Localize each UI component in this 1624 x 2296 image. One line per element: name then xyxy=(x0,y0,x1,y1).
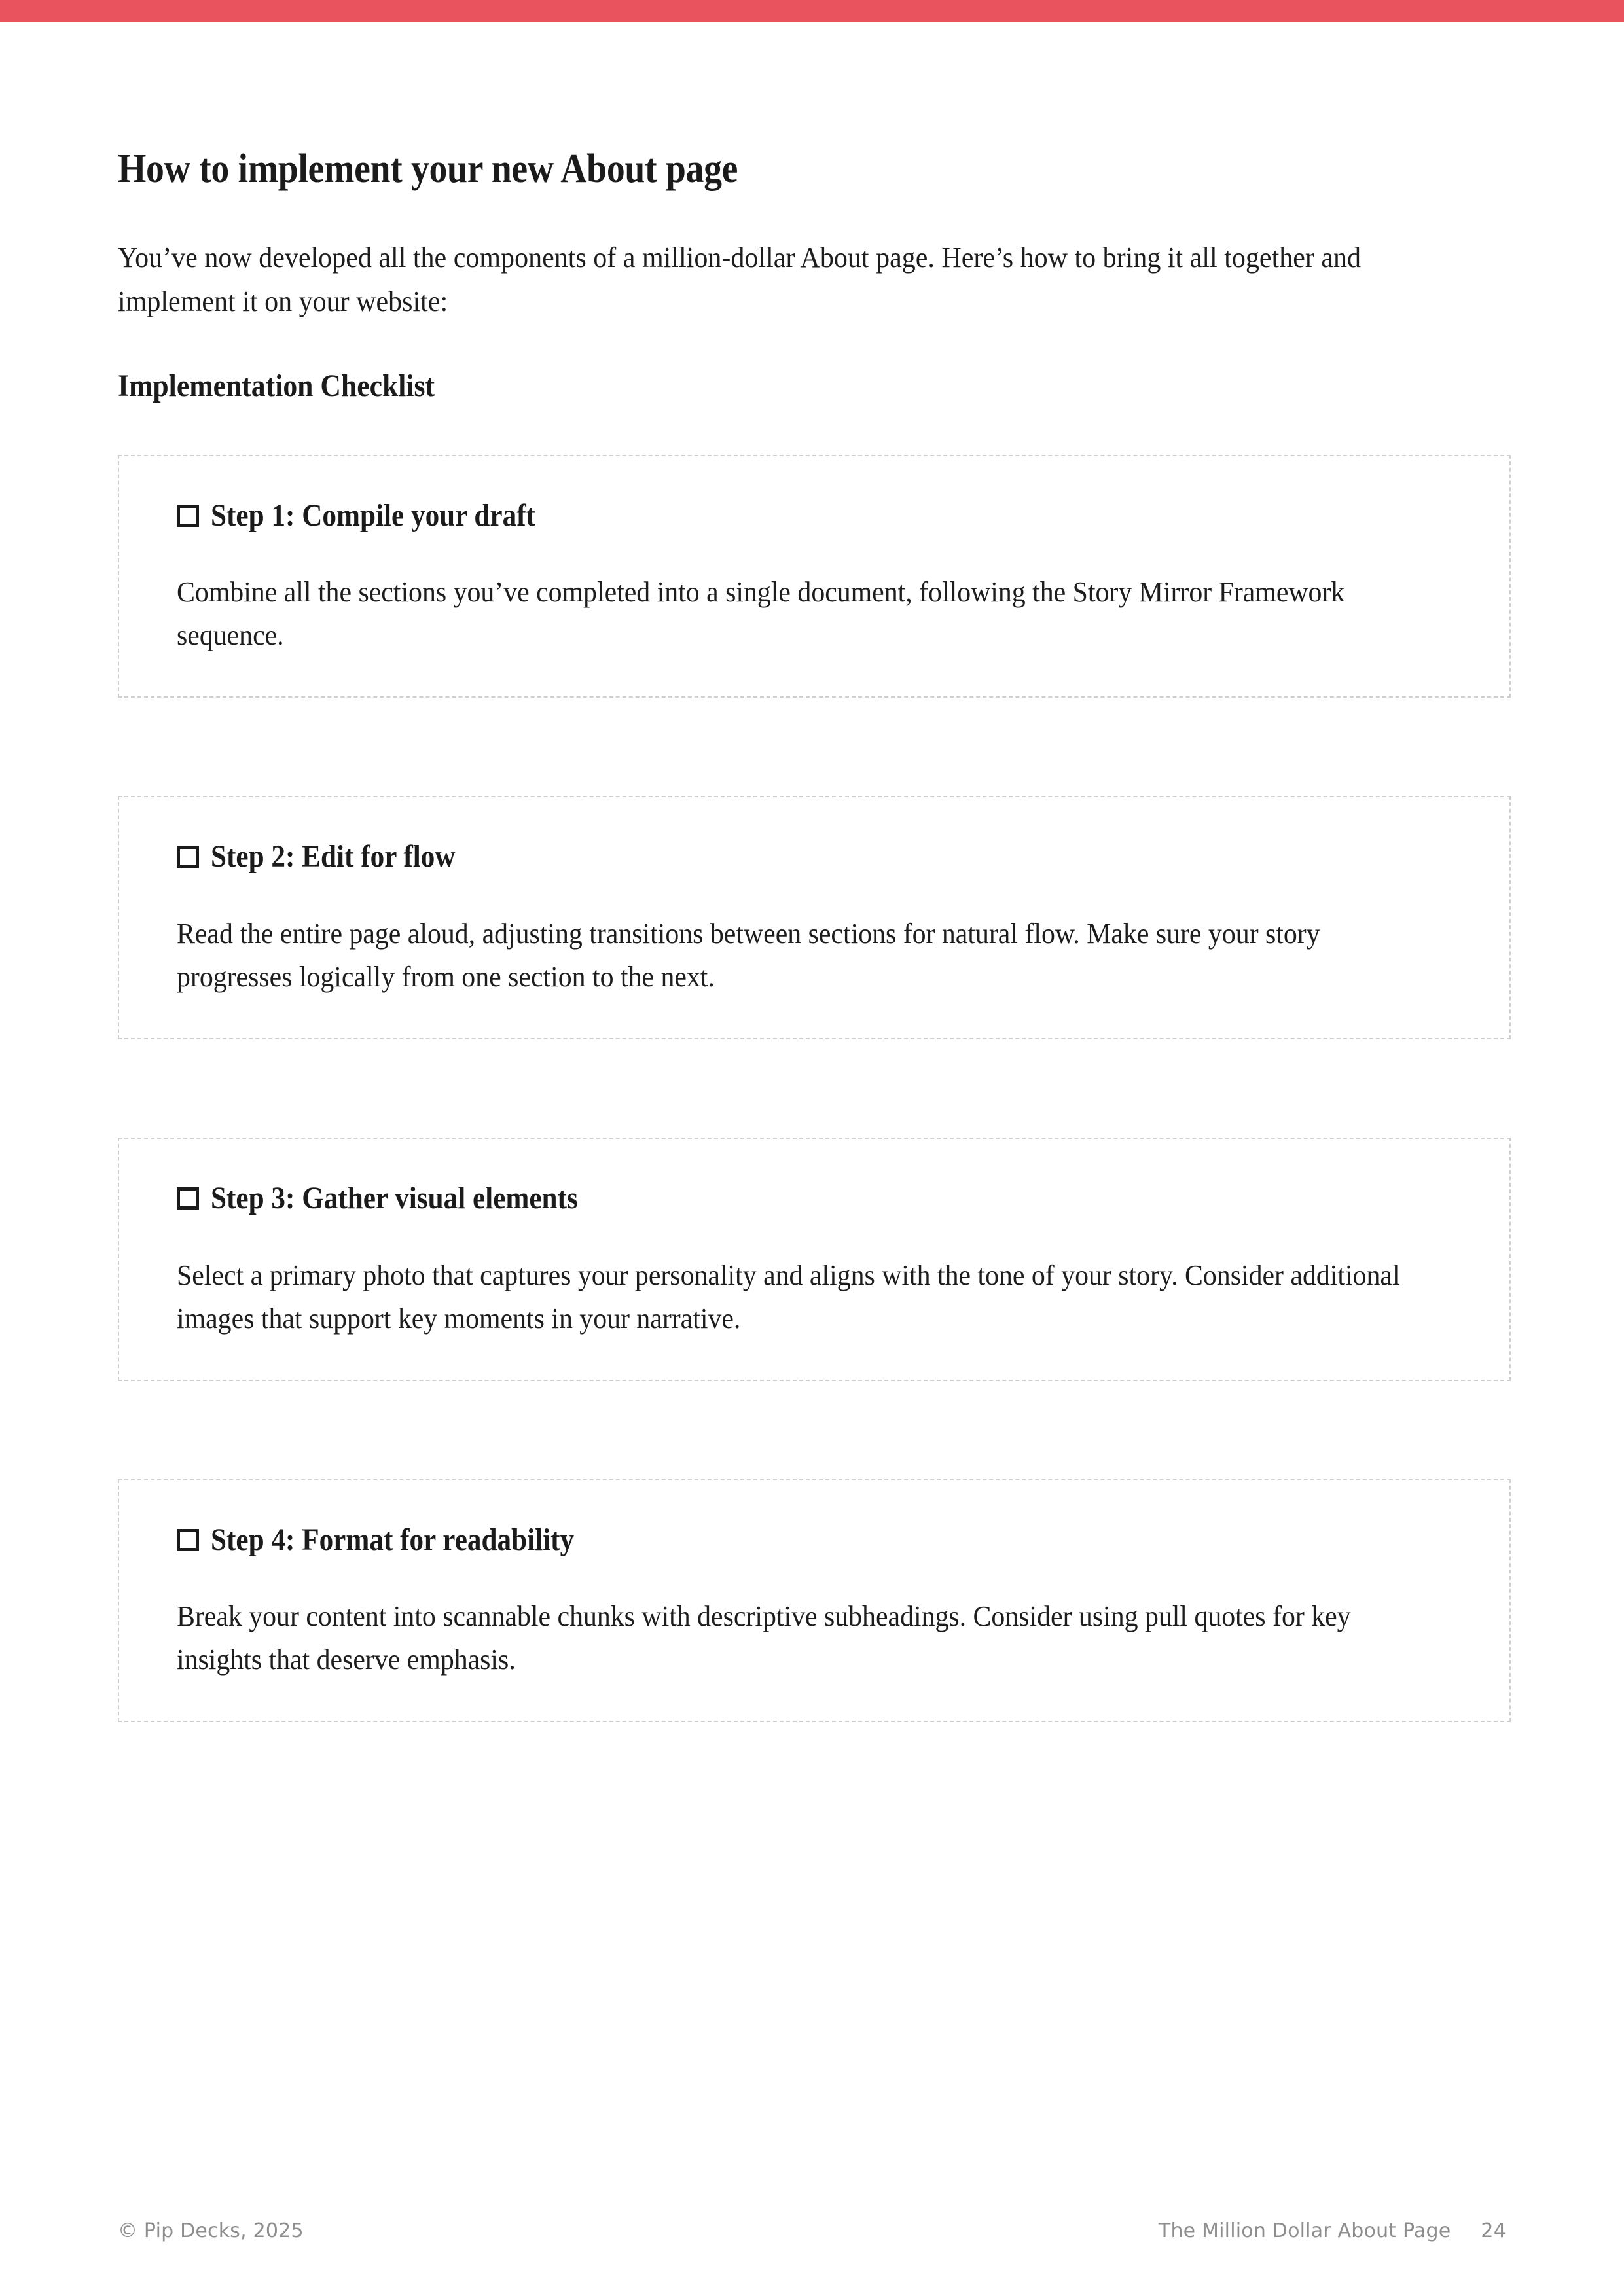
page-title: How to implement your new About page xyxy=(118,147,738,191)
checklist-step-card[interactable] xyxy=(118,1479,1511,1723)
accent-bar xyxy=(0,0,1624,22)
step-header xyxy=(177,1179,1452,1217)
step-header xyxy=(177,1521,1452,1559)
checklist-step-card[interactable] xyxy=(118,1138,1511,1381)
footer-page-number: 24 xyxy=(1481,2219,1506,2242)
checkbox-icon[interactable] xyxy=(177,1187,199,1210)
footer-book-title: The Million Dollar About Page xyxy=(1158,2219,1451,2242)
checkbox-icon[interactable] xyxy=(177,505,199,527)
document-page xyxy=(0,22,1624,2296)
step-header xyxy=(177,497,1452,535)
step-description: Read the entire page aloud, adjusting transitions between sections for natural flow. Make sure your story progresses logically from one section to the next. xyxy=(177,917,1320,993)
step-title: Step 4: Format for readability xyxy=(211,1522,575,1557)
checklist-step-card[interactable] xyxy=(118,455,1511,698)
step-description: Break your content into scannable chunks with descriptive subheadings. Consider using pull quotes for key insights that deserve emphasis. xyxy=(177,1600,1351,1676)
footer-right-group xyxy=(1159,2219,1506,2242)
section-heading-implementation-checklist: Implementation Checklist xyxy=(118,368,435,404)
checklist-step-card[interactable] xyxy=(118,796,1511,1039)
page-footer xyxy=(118,2219,1506,2242)
implementation-checklist xyxy=(118,455,1512,1722)
checkbox-icon[interactable] xyxy=(177,1529,199,1551)
footer-copyright: © Pip Decks, 2025 xyxy=(118,2219,304,2242)
step-header xyxy=(177,838,1452,876)
step-title: Step 2: Edit for flow xyxy=(211,839,456,874)
step-description: Combine all the sections you’ve completed into a single document, following the Story Mirror Framework sequence. xyxy=(177,576,1345,652)
intro-paragraph: You’ve now developed all the components of a million-dollar About page. Here’s how to bring it all together and implement it on your website: xyxy=(118,242,1362,318)
checkbox-icon[interactable] xyxy=(177,846,199,868)
step-title: Step 3: Gather visual elements xyxy=(211,1180,578,1215)
step-description: Select a primary photo that captures your personality and aligns with the tone of your story. Consider additional images that support key moments in your narrative. xyxy=(177,1259,1400,1335)
page-content xyxy=(118,147,1512,1722)
step-title: Step 1: Compile your draft xyxy=(211,497,535,533)
